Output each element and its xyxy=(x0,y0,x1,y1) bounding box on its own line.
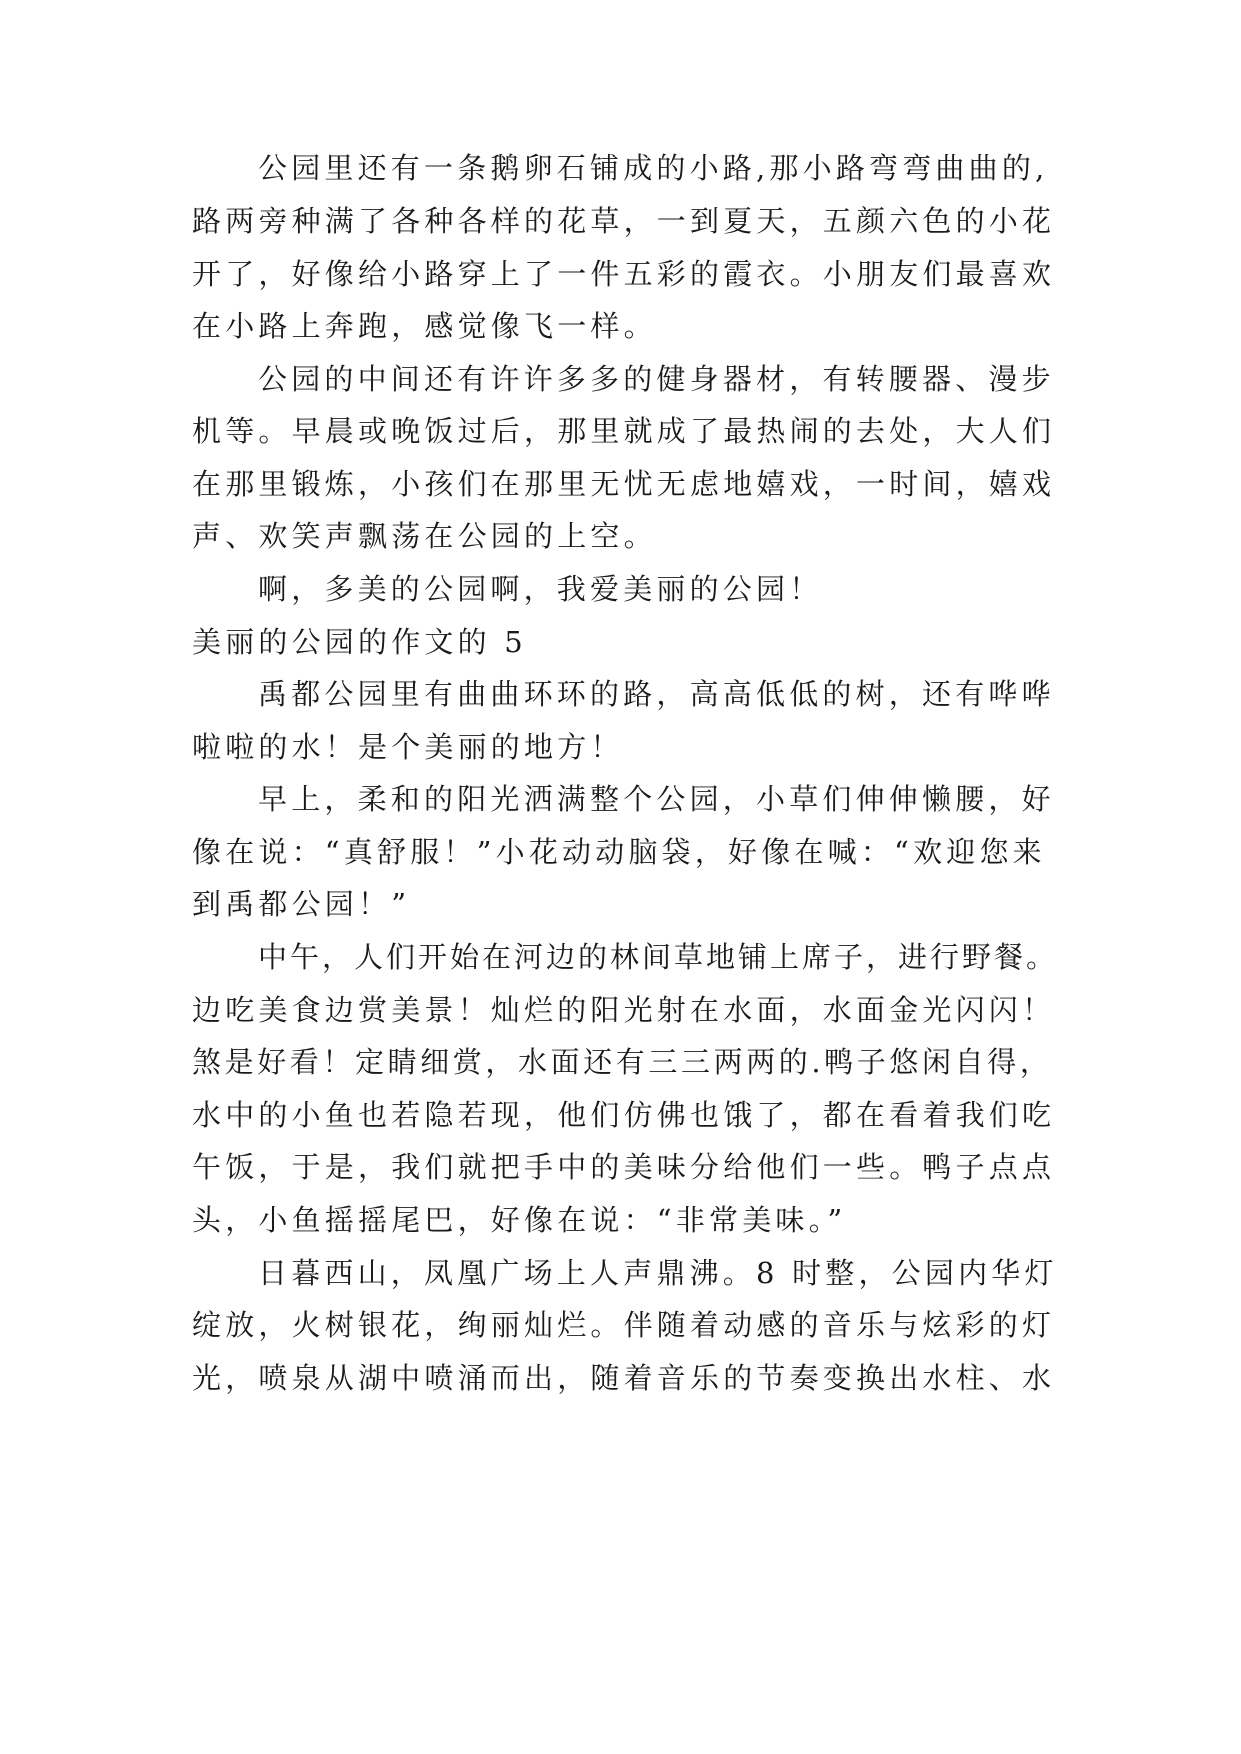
text-line: 在小路上奔跑，感觉像飞一样。 xyxy=(192,309,657,343)
text-line: 机等。早晨或晚饭过后，那里就成了最热闹的去处，大人们 xyxy=(192,414,1056,448)
text-line: 在那里锻炼，小孩们在那里无忧无虑地嬉戏，一时间，嬉戏 xyxy=(192,467,1056,501)
text-line: 像在说：“真舒服！”小花动动脑袋，好像在喊：“欢迎您来 xyxy=(192,835,1046,869)
text-line: 煞是好看！定睛细赏，水面还有三三两两的.鸭子悠闲自得， xyxy=(192,1045,1053,1079)
text-line: 日暮西山，凤凰广场上人声鼎沸。8 时整，公园内华灯 xyxy=(258,1256,1058,1290)
text-line: 声、欢笑声飘荡在公园的上空。 xyxy=(192,519,657,553)
text-line: 光，喷泉从湖中喷涌而出，随着音乐的节奏变换出水柱、水 xyxy=(192,1361,1056,1395)
text-line: 午饭，于是，我们就把手中的美味分给他们一些。鸭子点点 xyxy=(192,1150,1056,1184)
text-line: 到禹都公园！” xyxy=(192,887,411,921)
text-line: 公园里还有一条鹅卵石铺成的小路,那小路弯弯曲曲的, xyxy=(258,151,1049,185)
text-line: 水中的小鱼也若隐若现，他们仿佛也饿了，都在看着我们吃 xyxy=(192,1098,1056,1132)
text-line: 路两旁种满了各种各样的花草，一到夏天，五颜六色的小花 xyxy=(192,204,1056,238)
text-line: 开了，好像给小路穿上了一件五彩的霞衣。小朋友们最喜欢 xyxy=(192,257,1056,291)
section-heading: 美丽的公园的作文的 5 xyxy=(192,625,527,659)
text-line: 啊，多美的公园啊，我爱美丽的公园！ xyxy=(258,572,823,606)
text-line: 中午，人们开始在河边的林间草地铺上席子，进行野餐。 xyxy=(258,940,1059,974)
text-line: 啦啦的水！是个美丽的地方！ xyxy=(192,730,624,764)
text-line: 头，小鱼摇摇尾巴，好像在说：“非常美味。” xyxy=(192,1203,847,1237)
text-line: 绽放，火树银花，绚丽灿烂。伴随着动感的音乐与炫彩的灯 xyxy=(192,1308,1056,1342)
text-line: 公园的中间还有许许多多的健身器材，有转腰器、漫步 xyxy=(258,362,1055,396)
text-line: 禹都公园里有曲曲环环的路，高高低低的树，还有哗哗 xyxy=(258,677,1055,711)
text-line: 边吃美食边赏美景！灿烂的阳光射在水面，水面金光闪闪！ xyxy=(192,993,1056,1027)
text-line: 早上，柔和的阳光洒满整个公园，小草们伸伸懒腰，好 xyxy=(258,782,1055,816)
